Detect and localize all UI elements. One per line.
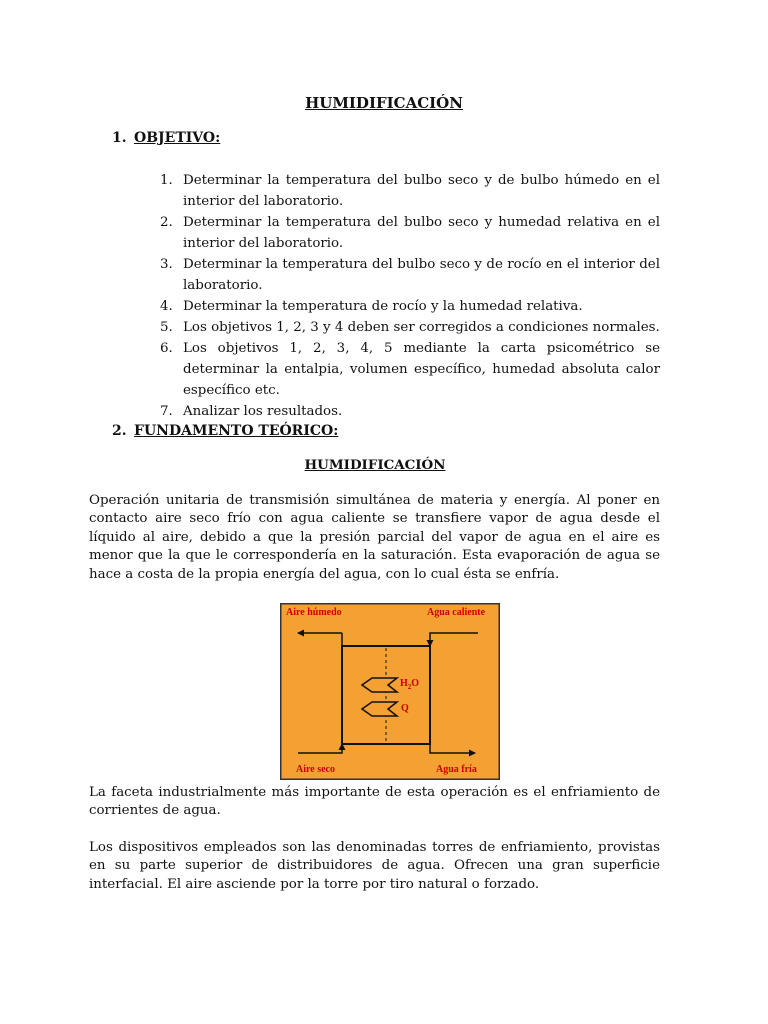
list-item-text: Determinar la temperatura del bulbo seco y de rocío en el interior del laboratorio. <box>183 257 660 293</box>
section-label: OBJETIVO: <box>134 130 221 146</box>
list-item-number: 7. <box>160 404 173 419</box>
label-dry-air: Aire seco <box>296 764 335 775</box>
list-item-number: 1. <box>160 173 173 188</box>
paragraph-intro: Operación unitaria de transmisión simultánea de materia y energía. Al poner en contacto aire seco frío con agua caliente se transfiere vapor de agua desde el líquido al aire, debido a que la presión parcial del vapor de agua en el aire es menor que la que le correspondería en la saturación. Esta evaporación de agua se hace a costa de la propia energía del agua, con lo cual ésta se enfría. <box>89 493 660 582</box>
paragraph-industrial: La faceta industrialmente más importante de esta operación es el enfriamiento de corrientes de agua. <box>89 785 660 819</box>
list-item-number: 6. <box>160 341 173 356</box>
list-item-text: Los objetivos 1, 2, 3 y 4 deben ser corregidos a condiciones normales. <box>183 320 660 335</box>
list-item-text: Determinar la temperatura del bulbo seco y humedad relativa en el interior del laboratorio. <box>183 215 660 251</box>
list-item-text: Determinar la temperatura del bulbo seco y de bulbo húmedo en el interior del laboratorio. <box>183 173 660 209</box>
list-item-text: Los objetivos 1, 2, 3, 4, 5 mediante la carta psicométrico se determinar la entalpia, volumen específico, humedad absoluta calor específico etc. <box>183 341 660 398</box>
list-item <box>160 401 660 422</box>
list-item-number: 5. <box>160 320 173 335</box>
section-heading-fundamento <box>112 423 338 439</box>
list-item <box>160 338 660 401</box>
section-number: 2. <box>112 423 127 439</box>
section-heading-objetivo <box>112 130 220 146</box>
page-title: HUMIDIFICACIÓN <box>305 94 463 112</box>
label-humid-air: Aire húmedo <box>286 607 342 618</box>
list-item-number: 3. <box>160 257 173 272</box>
paragraph-cooling-towers: Los dispositivos empleados son las denominadas torres de enfriamiento, provistas en su parte superior de distribuidores de agua. Ofrecen una gran superficie interfacial. El aire asciende por la torre por tiro natural o forzado. <box>89 840 660 892</box>
label-water-vapor: $H_2O$ <box>400 678 420 691</box>
label-heat: Q <box>401 703 409 714</box>
list-item <box>160 170 660 212</box>
label-cold-water: Agua fría <box>436 764 477 775</box>
list-item <box>160 296 660 317</box>
list-item-number: 4. <box>160 299 173 314</box>
list-item-text: Analizar los resultados. <box>183 404 343 419</box>
label-hot-water: Agua caliente <box>427 607 486 618</box>
section-number: 1. <box>112 130 127 146</box>
list-item <box>160 254 660 296</box>
humidification-diagram <box>280 603 500 780</box>
diagram-graphic <box>280 603 500 780</box>
list-item-text: Determinar la temperatura de rocío y la humedad relativa. <box>183 299 583 314</box>
objectives-list <box>160 170 660 422</box>
list-item <box>160 317 660 338</box>
list-item-number: 2. <box>160 215 173 230</box>
subsection-title: HUMIDIFICACIÓN <box>304 457 446 473</box>
section-label: FUNDAMENTO TEÓRICO: <box>134 423 339 439</box>
list-item <box>160 212 660 254</box>
